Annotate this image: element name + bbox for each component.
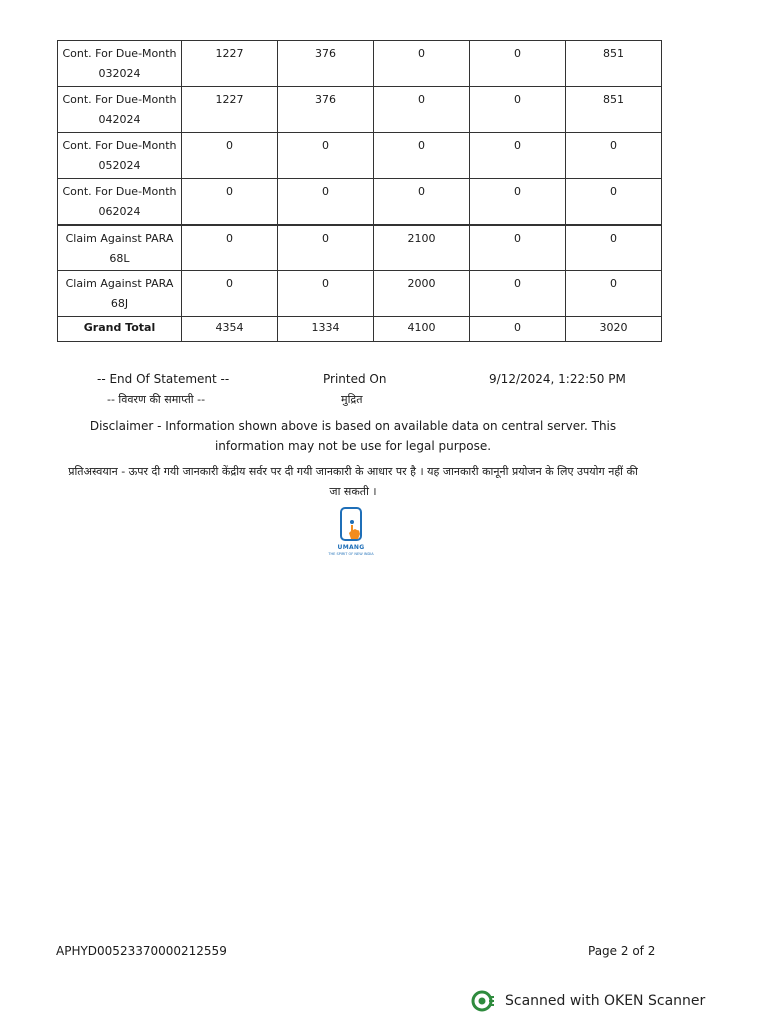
table-cell: 1227 [182,87,278,133]
printed-on-label-hi: मुद्रित [341,393,363,406]
scanner-text: Scanned with OKEN Scanner [505,993,706,1009]
grand-total-label: Grand Total [58,317,182,342]
table-cell: 0 [566,225,662,271]
table-cell: 4100 [374,317,470,342]
table-row [58,179,662,225]
table-cell: 3020 [566,317,662,342]
umang-logo-tagline: THE SPIRIT OF NEW INDIA [328,552,374,556]
table-cell: 4354 [182,317,278,342]
table-cell: 851 [566,41,662,87]
statement-table [57,40,662,342]
row-label: Cont. For Due-Month 062024 [58,179,182,225]
table-cell: 0 [182,179,278,225]
table-cell: 0 [374,133,470,179]
umang-phone-hand-icon [340,507,362,541]
table-cell: 1227 [182,41,278,87]
table-cell: 0 [278,133,374,179]
page-number: Page 2 of 2 [588,944,656,958]
table-cell: 851 [566,87,662,133]
table-cell: 0 [470,41,566,87]
umang-logo [318,507,384,569]
row-label: Cont. For Due-Month 042024 [58,87,182,133]
table-cell: 376 [278,87,374,133]
table-row [58,41,662,87]
document-id: APHYD00523370000212559 [56,944,227,958]
table-cell: 0 [182,271,278,317]
printed-date: 9/12/2024, 1:22:50 PM [489,372,626,386]
table-cell: 0 [470,179,566,225]
table-cell: 0 [374,41,470,87]
end-of-statement-hi: -- विवरण की समाप्ती -- [107,393,206,406]
disclaimer-en: Disclaimer - Information shown above is based on available data on central server. This information may not be use for legal purpose. [89,419,617,453]
row-label: Claim Against PARA 68L [58,225,182,271]
umang-logo-name: UMANG [337,544,365,551]
end-of-statement-en: -- End Of Statement -- [97,372,230,386]
grand-total-row [58,317,662,342]
table-cell: 0 [566,271,662,317]
table-row [58,225,662,271]
row-label: Claim Against PARA 68J [58,271,182,317]
table-cell: 0 [278,225,374,271]
table-cell: 0 [182,225,278,271]
disclaimer-hi: प्रतिअस्वयान - ऊपर दी गयी जानकारी केंद्रीय सर्वर पर दी गयी जानकारी के आधार पर है । यह जानकारी कानूनी प्रयोजन के लिए उपयोग नहीं की जा सकती । [68,465,638,498]
table-cell: 0 [278,271,374,317]
printed-on-label-en: Printed On [323,372,387,386]
table-row [58,133,662,179]
table-cell: 0 [374,87,470,133]
table-cell: 376 [278,41,374,87]
table-cell: 2000 [374,271,470,317]
scanner-watermark [471,989,705,1013]
row-label: Cont. For Due-Month 052024 [58,133,182,179]
table-cell: 0 [470,317,566,342]
table-cell: 0 [470,133,566,179]
table-cell: 0 [374,179,470,225]
table-cell: 0 [182,133,278,179]
table-cell: 0 [566,179,662,225]
table-cell: 0 [566,133,662,179]
table-cell: 0 [278,179,374,225]
table-cell: 0 [470,271,566,317]
table-row [58,271,662,317]
oken-scanner-icon [471,989,495,1013]
table-cell: 0 [470,87,566,133]
table-cell: 2100 [374,225,470,271]
table-row [58,87,662,133]
row-label: Cont. For Due-Month 032024 [58,41,182,87]
table-cell: 0 [470,225,566,271]
table-cell: 1334 [278,317,374,342]
